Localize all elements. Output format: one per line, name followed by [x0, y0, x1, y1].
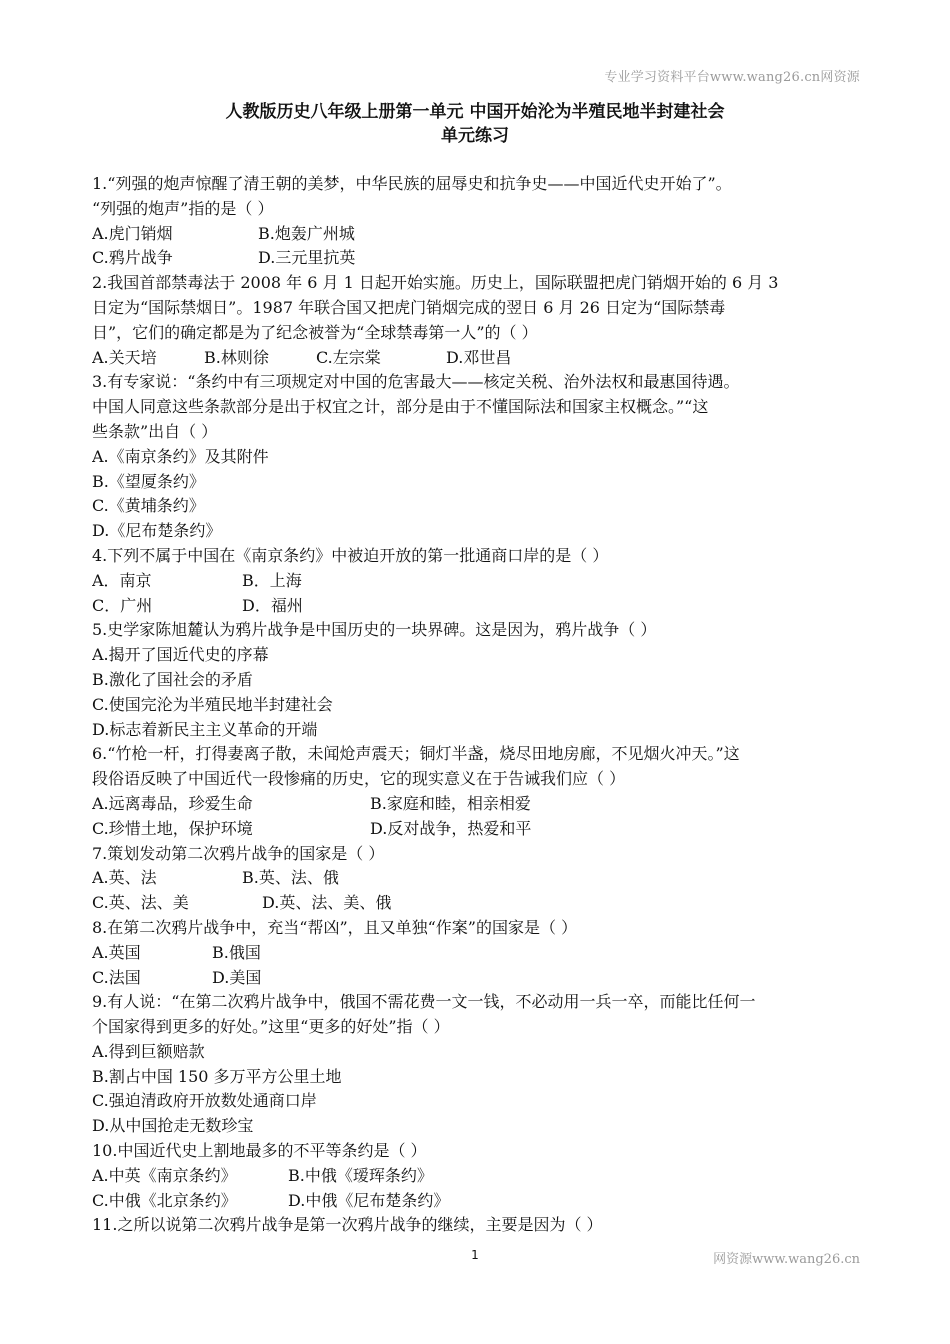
question-1-option-a: A.虎门销烟 — [92, 223, 173, 243]
document-title: 人教版历史八年级上册第一单元 中国开始沦为半殖民地半封建社会 — [225, 102, 725, 122]
question-9-line-1: 9.有人说：“在第二次鸦片战争中，俄国不需花费一文一钱，不必动用一兵一卒，而能比任何一 — [92, 992, 756, 1012]
question-7-option-c: C.英、法、美 — [92, 893, 189, 913]
page-footer: 网资源www.wang26.cn — [713, 1252, 860, 1267]
page-header: 专业学习资料平台www.wang26.cn网资源 — [604, 70, 860, 85]
question-2-line-1: 2.我国首部禁毒法于 2008 年 6 月 1 日起开始实施。历史上，国际联盟把虎门销烟开始的 6 月 3 — [92, 273, 779, 293]
question-7-option-b: B.英、法、俄 — [242, 868, 339, 888]
question-6-line-1: 6.“竹枪一杆，打得妻离子散，未闻炝声震天；铜灯半盏，烧尽田地房廊，不见烟火冲天。”这 — [92, 744, 740, 764]
question-7-option-d: D.英、法、美、俄 — [262, 893, 392, 913]
question-8-options-row-2 — [92, 966, 862, 991]
question-5-option-d: D.标志着新民主主义革命的开端 — [92, 719, 318, 739]
question-2-option-c: C.左宗棠 — [316, 347, 381, 367]
question-4-options-row-2 — [92, 594, 862, 619]
question-3-option-d: D.《尼布楚条约》 — [92, 521, 222, 541]
question-3-line-1: 3.有专家说：“条约中有三项规定对中国的危害最大——核定关税、治外法权和最惠国待遇。 — [92, 372, 740, 392]
question-3-option-b: B.《望厦条约》 — [92, 471, 205, 491]
question-4-line-1: 4.下列不属于中国在《南京条约》中被迫开放的第一批通商口岸的是（ ） — [92, 545, 609, 565]
page-number: 1 — [471, 1248, 479, 1262]
question-7-options-row-1 — [92, 866, 862, 891]
question-1-line-2: “列强的炮声”指的是（ ） — [92, 198, 274, 218]
question-3-option-a: A.《南京条约》及其附件 — [92, 446, 269, 466]
question-4-option-d: D．福州 — [242, 595, 303, 615]
question-4-option-b: B．上海 — [242, 570, 302, 590]
question-11-line-1: 11.之所以说第二次鸦片战争是第一次鸦片战争的继续，主要是因为（ ） — [92, 1215, 603, 1235]
question-6-option-a: A.远离毒品，珍爱生命 — [92, 793, 253, 813]
question-10-line-1: 10.中国近代史上割地最多的不平等条约是（ ） — [92, 1141, 427, 1161]
question-8-option-a: A.英国 — [92, 942, 141, 962]
question-8-options-row-1 — [92, 941, 862, 966]
question-8-line-1: 8.在第二次鸦片战争中，充当“帮凶”，且又单独“作案”的国家是（ ） — [92, 917, 578, 937]
question-5-option-b: B.激化了国社会的矛盾 — [92, 669, 253, 689]
question-4-option-a: A．南京 — [92, 570, 152, 590]
question-2-line-3: 日”，它们的确定都是为了纪念被誉为“全球禁毒第一人”的（ ） — [92, 322, 538, 342]
question-6-option-d: D.反对战争，热爱和平 — [370, 818, 532, 838]
question-9-option-d: D.从中国抢走无数珍宝 — [92, 1116, 254, 1136]
question-1-option-d: D.三元里抗英 — [258, 248, 356, 268]
question-7-options-row-2 — [92, 891, 862, 916]
question-9-option-b: B.割占中国 150 多万平方公里土地 — [92, 1066, 342, 1086]
question-3-line-2: 中国人同意这些条款部分是出于权宜之计，部分是由于不懂国际法和国家主权概念。”“这 — [92, 397, 709, 417]
question-2-option-b: B.林则徐 — [204, 347, 269, 367]
question-1-options-row-2 — [92, 246, 862, 271]
question-4-option-c: C．广州 — [92, 595, 153, 615]
question-8-option-d: D.美国 — [212, 967, 262, 987]
question-3-option-c: C.《黄埔条约》 — [92, 496, 205, 516]
question-10-options-row-2 — [92, 1189, 862, 1214]
question-2-options — [92, 346, 862, 371]
question-5-line-1: 5.史学家陈旭麓认为鸦片战争是中国历史的一块界碑。这是因为，鸦片战争（ ） — [92, 620, 657, 640]
question-6-option-c: C.珍惜土地，保护环境 — [92, 818, 253, 838]
question-6-option-b: B.家庭和睦，相亲相爱 — [370, 793, 531, 813]
question-7-option-a: A.英、法 — [92, 868, 157, 888]
document-subtitle: 单元练习 — [441, 126, 509, 146]
question-9-line-2: 个国家得到更多的好处。”这里“更多的好处”指（ ） — [92, 1017, 450, 1037]
question-10-option-a: A.中英《南京条约》 — [92, 1165, 237, 1185]
question-6-options-row-1 — [92, 792, 862, 817]
question-5-option-c: C.使国完沦为半殖民地半封建社会 — [92, 694, 333, 714]
question-1-line-1: 1.“列强的炮声惊醒了清王朝的美梦，中华民族的屈辱史和抗争史——中国近代史开始了”。 — [92, 174, 732, 193]
question-2-option-d: D.邓世昌 — [446, 347, 512, 367]
question-6-line-2: 段俗语反映了中国近代一段惨痛的历史，它的现实意义在于告诫我们应（ ） — [92, 769, 626, 789]
question-1-options-row-1 — [92, 222, 862, 247]
question-9-option-a: A.得到巨额赔款 — [92, 1041, 205, 1061]
question-10-options-row-1 — [92, 1164, 862, 1189]
question-9-option-c: C.强迫清政府开放数处通商口岸 — [92, 1091, 317, 1111]
question-1-option-c: C.鸦片战争 — [92, 248, 173, 268]
question-2-line-2: 日定为“国际禁烟日”。1987 年联合国又把虎门销烟完成的翌日 6 月 26 日定为“国际禁毒 — [92, 297, 726, 317]
question-7-line-1: 7.策划发动第二次鸦片战争的国家是（ ） — [92, 843, 385, 863]
question-6-options-row-2 — [92, 817, 862, 842]
question-5-option-a: A.揭开了国近代史的序幕 — [92, 645, 269, 665]
question-3-line-3: 些条款”出自（ ） — [92, 421, 218, 441]
question-8-option-b: B.俄国 — [212, 942, 261, 962]
question-4-options-row-1 — [92, 569, 862, 594]
question-2-option-a: A.关天培 — [92, 347, 157, 367]
question-8-option-c: C.法国 — [92, 967, 141, 987]
question-10-option-d: D.中俄《尼布楚条约》 — [288, 1190, 450, 1210]
question-list — [92, 172, 862, 1238]
question-10-option-b: B.中俄《瑷珲条约》 — [288, 1165, 433, 1185]
question-1-option-b: B.炮轰广州城 — [258, 223, 355, 243]
question-10-option-c: C.中俄《北京条约》 — [92, 1190, 237, 1210]
